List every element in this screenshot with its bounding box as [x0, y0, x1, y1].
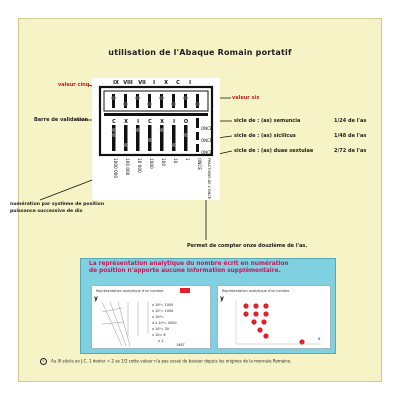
symbol-x-1: X: [124, 119, 128, 125]
symbol-x-2: X: [160, 119, 164, 125]
label-puissance: puissance successive de dix: [10, 209, 83, 214]
symbol-c-2: C: [148, 119, 152, 125]
card-heading: La représentation analytique du nombre écrit en numération de position n'apporte aucune information supplémentaire.: [89, 261, 289, 274]
side-once-3: ONCE: [201, 150, 213, 155]
bottom-label-10000: 10 000: [137, 158, 142, 173]
label-fraction-2: 1/48 de l'as: [334, 133, 367, 139]
side-once-2: ONCE: [201, 138, 213, 143]
bottom-label-once: ONCE: [197, 158, 202, 170]
left-row-4: 4 x 10³= 4000: [152, 321, 177, 325]
numeral-viii: VIII: [123, 80, 133, 86]
numeral-i-a: I: [153, 80, 155, 86]
left-y-symbol: y: [94, 295, 98, 302]
bottom-label-10: 10: [173, 158, 178, 164]
analytic-representation-card: [80, 258, 336, 354]
label-fraction-3: 2/72 de l'as: [334, 148, 367, 154]
symbol-i-1: I: [137, 119, 139, 125]
right-red-beads: [243, 303, 304, 344]
left-row-6: x 10= 6: [152, 333, 166, 337]
numeral-i-b: I: [189, 80, 191, 86]
numeral-x: X: [164, 80, 168, 86]
label-valeur-cinq: valeur cinq: [58, 82, 90, 88]
label-permet: Permet de compter onze douzième de l'as.: [187, 243, 308, 249]
left-panel: [91, 285, 211, 349]
label-fraction-1: 1/24 de l'as: [334, 118, 367, 124]
numeral-c: C: [176, 80, 180, 86]
right-y-symbol: y: [220, 295, 224, 302]
bottom-label-1000000: 1000 000: [113, 158, 118, 178]
numeral-vii: VII: [138, 80, 146, 86]
left-row-2: x 10⁵= 1000: [152, 309, 174, 313]
footnote-marker: ①: [40, 358, 47, 365]
footnote-text: Au III siècle av J-C. 1 denier = 2 as 1/2 cette valeur n'a pas cessé de baisser depuis les origines de la monnaie Romaine.: [51, 358, 292, 364]
bottom-label-1: 1: [185, 158, 190, 161]
right-panel: [217, 285, 331, 349]
bottom-label-100000: 100 000: [125, 158, 130, 176]
symbol-o: O: [183, 119, 189, 125]
numeral-ix: IX: [113, 80, 119, 86]
left-panel-caption: Représentation analytique d'un nombre: [96, 289, 164, 293]
symbol-i-2: I: [173, 119, 175, 125]
label-sicle-2: sicle de : (as) sicilicus: [234, 133, 296, 139]
side-once-1: ONCE: [201, 126, 213, 131]
label-numeration: numération par système de position: [10, 202, 105, 207]
label-barre-validation: Barre de validation: [34, 117, 89, 123]
bottom-label-1000: 1000: [149, 158, 154, 169]
left-row-7: x 1: [158, 339, 164, 343]
left-red-tag: [180, 288, 190, 293]
page-title: utilisation de l'Abaque Romain portatif: [108, 48, 292, 57]
right-panel-caption: Représentation analytique d'un nombre: [222, 289, 290, 293]
right-x-label: x: [318, 336, 321, 341]
label-valeur-six: valeur six: [232, 95, 260, 101]
symbol-c-1: C: [112, 119, 116, 125]
bottom-label-100: 100: [161, 158, 166, 166]
left-row-3: x 10⁴=: [152, 315, 164, 319]
left-row-total: 1487: [176, 343, 185, 347]
bottom-label-fractions: FRACTIONS DE L'ONCE: [207, 158, 211, 199]
label-sicle-3: sicle de : (as) duae sextulae: [234, 148, 314, 154]
label-sicle-1: sicle de : (as) semuncia: [234, 118, 301, 124]
left-row-1: x 10⁶= 1000: [152, 303, 174, 307]
footnote: [40, 358, 385, 365]
roman-abacus: [92, 78, 220, 200]
left-row-5: x 10²= 30: [152, 327, 169, 331]
